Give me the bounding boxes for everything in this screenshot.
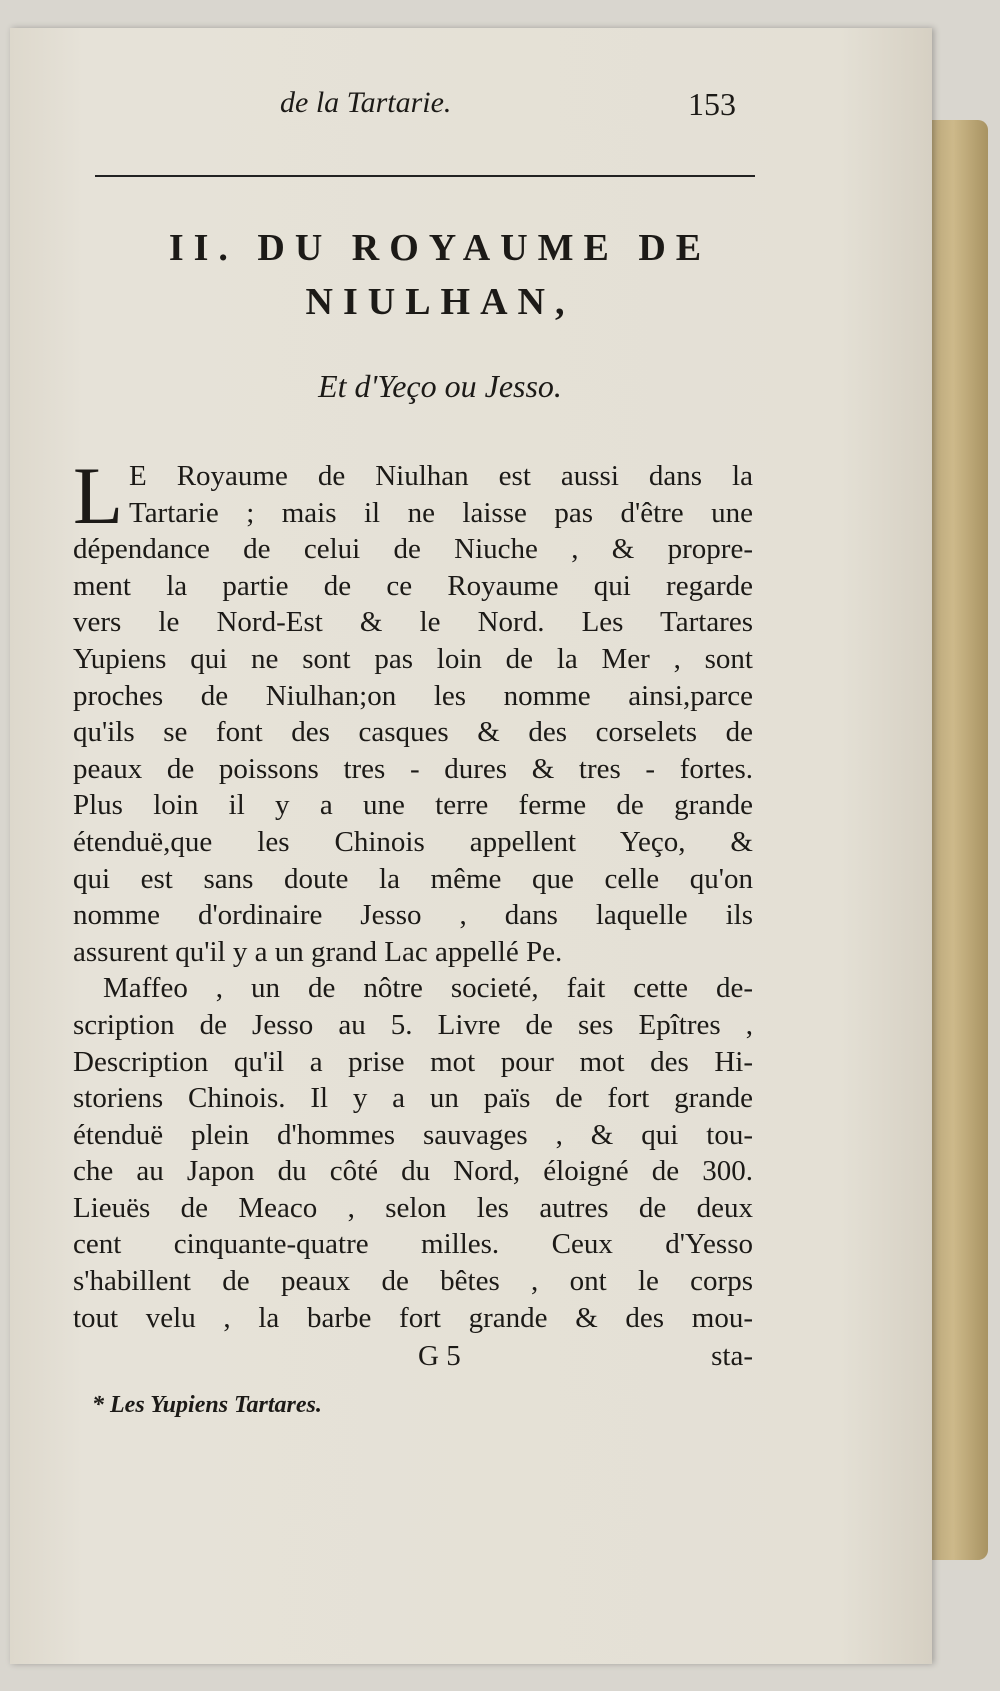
text-line: vers le Nord-Est & le Nord. Les Tartares (73, 606, 753, 639)
page-number: 153 (688, 86, 736, 122)
text-line: cent cinquante-quatre milles. Ceux d'Yesso (73, 1228, 753, 1261)
text-line: Tartarie ; mais il ne laisse pas d'être une (129, 496, 753, 529)
text-line: Plus loin il y a une terre ferme de grande (73, 789, 753, 822)
text-line: tout velu , la barbe fort grande & des mou- (73, 1301, 753, 1334)
text-line: storiens Chinois. Il y a un païs de fort grande (73, 1082, 753, 1115)
text-line: scription de Jesso au 5. Livre de ses Epîtres , (73, 1008, 753, 1041)
text-line: dépendance de celui de Niuche , & propre- (73, 533, 753, 566)
text-line: Yupiens qui ne sont pas loin de la Mer , sont (73, 642, 753, 675)
chapter-title-line-2: NIULHAN, (305, 281, 575, 323)
text-line: Description qu'il a prise mot pour mot des Hi- (73, 1045, 753, 1078)
text-line: Lieuës de Meaco , selon les autres de deux (73, 1191, 753, 1224)
text-line: E Royaume de Niulhan est aussi dans la (129, 460, 753, 492)
book-fore-edge (930, 120, 988, 1560)
drop-cap: L (73, 450, 124, 541)
chapter-subtitle: Et d'Yeço ou Jesso. (318, 368, 562, 404)
text-line: ment la partie de ce Royaume qui regarde (73, 569, 753, 602)
text-line: s'habillent de peaux de bêtes , ont le corps (73, 1265, 753, 1298)
body-text (73, 450, 753, 1336)
text-line: che au Japon du côté du Nord, éloigné de 300. (73, 1155, 753, 1188)
signature-mark: G 5 (418, 1340, 461, 1372)
catchword: sta- (711, 1340, 753, 1372)
text-line: assurent qu'il y a un grand Lac appellé Pe. (73, 935, 563, 968)
text-line: nomme d'ordinaire Jesso , dans laquelle ils (73, 899, 753, 932)
text-line: étenduë plein d'hommes sauvages , & qui tou- (73, 1118, 753, 1151)
footnote: * Les Yupiens Tartares. (92, 1392, 322, 1418)
header-rule (95, 175, 755, 177)
text-line: étenduë,que les Chinois appellent Yeço, & (73, 825, 753, 858)
chapter-title-line-1: II. DU ROYAUME DE (168, 227, 712, 269)
text-line: Maffeo , un de nôtre societé, fait cette de- (103, 972, 753, 1005)
running-title: de la Tartarie. (280, 86, 452, 119)
text-line: qu'ils se font des casques & des corselets de (73, 716, 753, 749)
text-line: proches de Niulhan;on les nomme ainsi,parce (73, 679, 753, 712)
text-line: peaux de poissons tres - dures & tres - fortes. (73, 752, 753, 785)
text-line: qui est sans doute la même que celle qu'on (73, 862, 753, 895)
